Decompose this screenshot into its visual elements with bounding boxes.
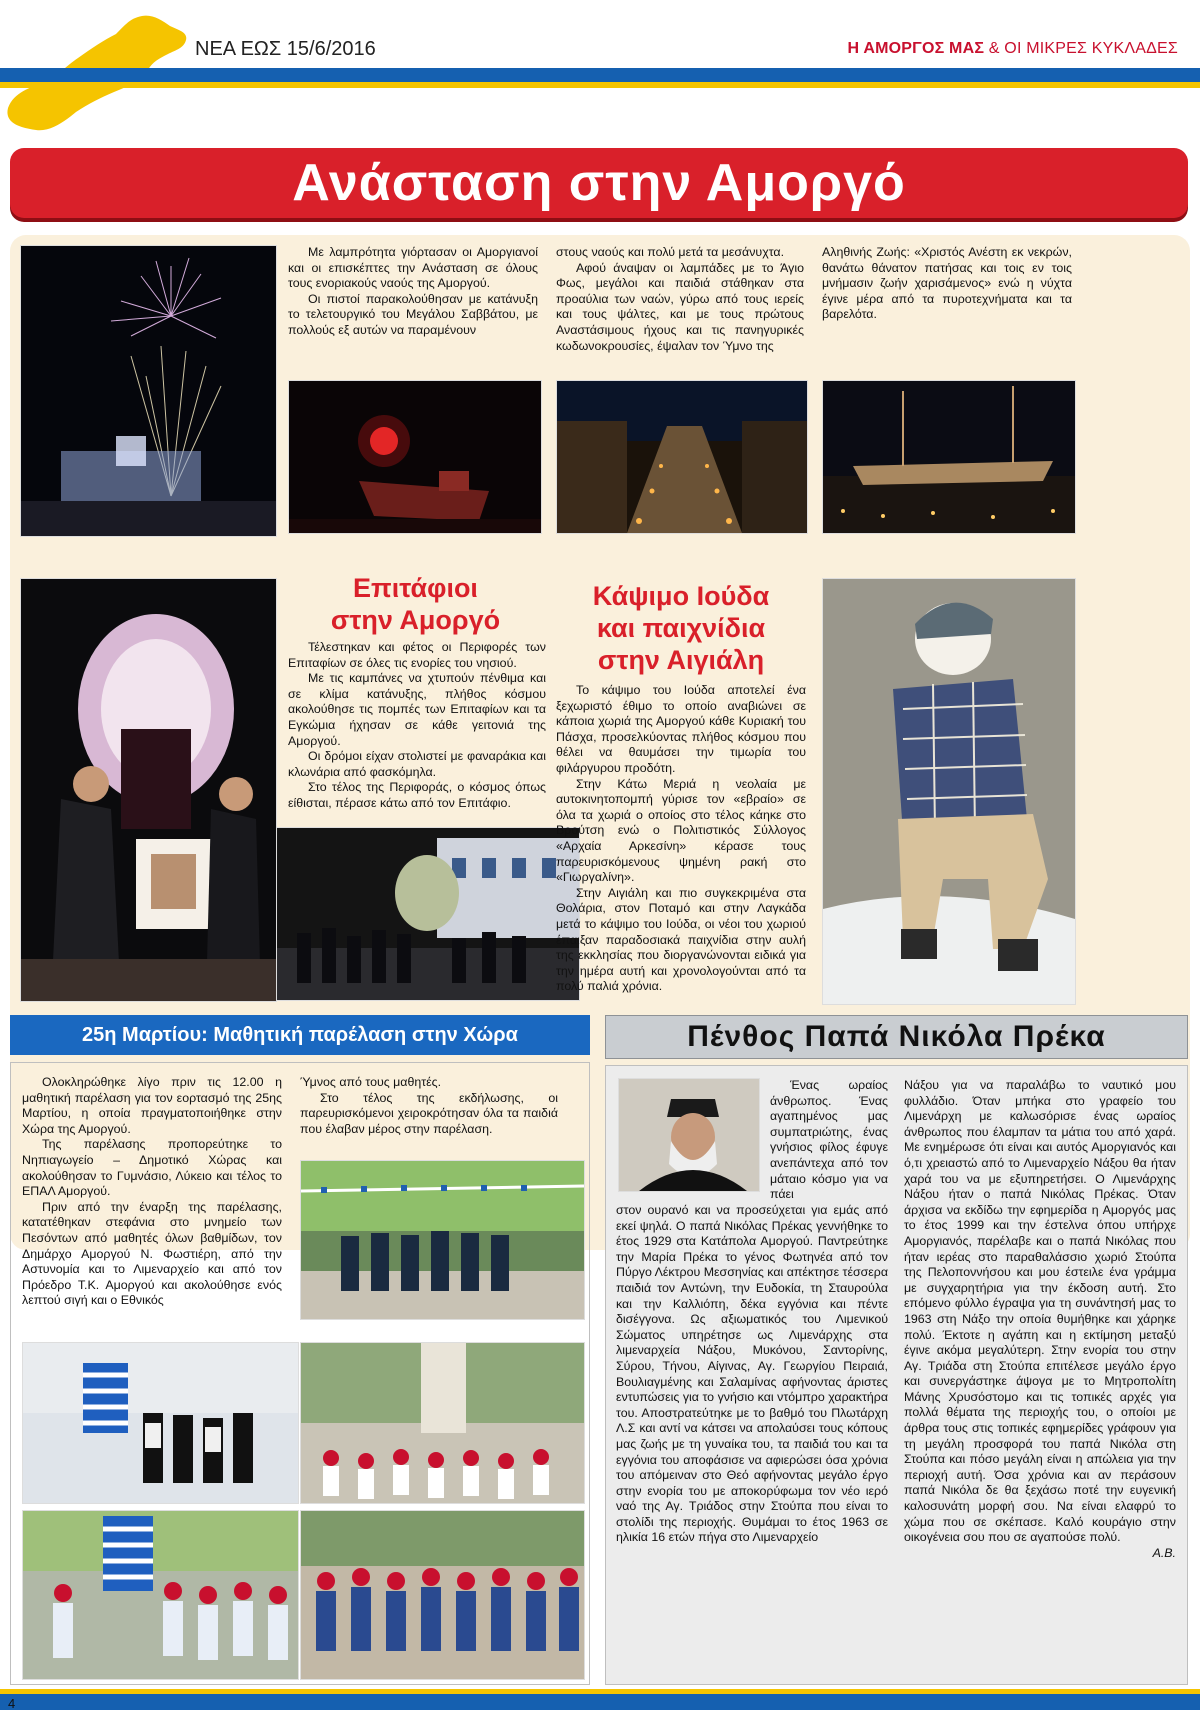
parade-col-2-p2: Στο τέλος της εκδήλωσης, οι παρευρισκόμενοι χειροκρότησαν όλα τα παιδιά που έλαβαν μέρος στην παρέλαση. xyxy=(300,1090,558,1136)
judas-effigy-photo xyxy=(822,578,1076,1005)
iouda-p3: Στην Αιγιάλη και πιο συγκεκριμένα στα Θολάρια, στον Ποταμό και στην Λαγκάδα μετά το κάψιμο του Ιούδα, οι νέοι του χωριού έπαιξαν παραδοσιακά παιχνίδια στην αυλή της εκκλησίας που διοργανώνονται ειδικά για την ημέρα αυτή και χρονολογούνται από τα πολύ παλιά χρόνια. xyxy=(556,885,806,994)
parade-costumes-photo xyxy=(300,1510,585,1680)
obituary-col-2-text: Νάξου για να παραλάβω το ναυτικό μου φυλλάδιο. Όταν μπήκα στο γραφείο του Λιμενάρχη με καλωσόρισε ένας ωραίος άνθρωπος που έλαμπαν τα μάτια του από χαρά. Με ενημέρωσε ότι είναι και αυτός Αμοργιανός και ό,τι χρειαστώ από το Λιμεναρχείο Νάξου θα ήταν χαρά του να με εξυπηρετήσει. Ο Λιμενάρχης Νάξου ήταν ο παπά Νικόλας Πρέκας. Όταν άρχισα να εκδίδω την εφημερίδα η Αμοργός μας το έτος 1999 και την έστελνα όπου υπήρχε Αμοργιανός, παρέλαβε και ο παπά Νικόλας που ήταν ιερέας στο παραθαλάσσιο χωριό Στούπα της Πελοποννήσου και μου έστειλε ένα γράμμα με συγχαρητήρια για την έκδοση αυτή. Στο επόμενο φύλλο έγραψα για τη συνάντησή μας το 1963 στη Νάξο την οποία θυμήθηκε και χάρηκε πολύ. Έκτοτε η αγάπη και η εκτίμηση μεταξύ έγινε ακόμα μεγαλύτερη. Στην ενορία του στην Αγ. Τριάδα στη Στούπα επιτέλεσε μεγάλο έργο και συνεργάστηκε άψογα με το Μητροπολίτη Μάνης Χρυσόστομο και τις τοπικές αρχές για πολλά θέματα της περιοχής του, ο οποίοι με άρθρα τους στις τοπικές εφημερίδες γράφουν για τη μεγάλη προσφορά του παπά Νικόλα στη Στούπα και πόσο μεγάλη είναι η απώλεια για την περιοχή αυτή. Όσα χρόνια και αν περάσουν παπά Νικόλα δε θα ξεχάσω ποτέ την ευγενική καλοσυνάτη μορφή σου. Να είναι ελαφρύ το χώμα που σε σκέπασε. Καλό κουράγιο στην οικογένεια σου που σε αγαπούσε πολύ. xyxy=(904,1078,1176,1545)
obituary-lead xyxy=(770,1078,888,1203)
obituary-heading: Πένθος Παπά Νικόλα Πρέκα xyxy=(687,1020,1106,1053)
parade-col-1-p2: Της παρέλασης προπορεύτηκε το Νηπιαγωγείο – Δημοτικό Χώρας και ακολούθησαν το Γυμνάσιο, Λύκειο και τέλος το ΕΠΑΛ Αμοργού. xyxy=(22,1137,282,1199)
easter-col-1 xyxy=(288,245,538,339)
fireworks-photo xyxy=(20,245,277,537)
iouda-heading-line1: Κάψιμο Ιούδα xyxy=(592,581,770,611)
iouda-text xyxy=(556,683,806,995)
issue-date: ΝΕΑ ΕΩΣ 15/6/2016 xyxy=(195,38,376,60)
obituary-col-2 xyxy=(904,1078,1176,1561)
publication-main: Η ΑΜΟΡΓΟΣ ΜΑΣ xyxy=(847,40,985,57)
parade-col-2-p1: Ύμνος από τους μαθητές. xyxy=(300,1075,442,1089)
obituary-col-1 xyxy=(616,1203,888,1546)
easter-col-1-p1: Με λαμπρότητα γιόρτασαν οι Αμοργιανοί και οι επισκέπτες την Ανάσταση σε όλους τους ενοριακούς ναούς της Αμοργού. xyxy=(288,245,538,291)
epitafioi-heading xyxy=(288,572,543,636)
easter-col-3 xyxy=(822,245,1072,323)
easter-col-1-p2: Οι πιστοί παρακολούθησαν με κατάνυξη το τελετουργικό του Μεγάλου Σαββάτου, με πολλούς εξ αυτών να παραμένουν xyxy=(288,291,538,337)
parade-heading: 25η Μαρτίου: Μαθητική παρέλαση στην Χώρα xyxy=(10,1015,590,1055)
header-stripe-yellow xyxy=(0,82,1200,88)
epitafioi-p1: Τέλεστηκαν και φέτος οι Περιφορές των Επιταφίων σε όλες τις ενορίες του νησιού. xyxy=(288,640,546,670)
publication-rest: & ΟΙ ΜΙΚΡΕΣ ΚΥΚΛΑΔΕΣ xyxy=(984,40,1178,57)
obituary-signature: Α.Β. xyxy=(1152,1545,1176,1560)
harbor-boats-photo xyxy=(822,380,1076,534)
procession-photo xyxy=(276,827,580,1001)
main-title: Ανάσταση στην Αμοργό xyxy=(292,154,906,212)
obituary-col-1-text: στον ουρανό και να προσεύχεται για εμάς από εκεί ψηλά. Ο παπά Νικόλας Πρέκας γεννήθηκε το έτος 1929 στα Κατάπολα Αμοργού. Παντρεύτηκε την Μαρία Πρέκα το γένος Φωτηνέα από τον Πύργο Λέκτρου Μεσσηνίας και απέκτησε τέσσερα παιδιά τον Αντώνη, την Ευδοκία, τη Σταυρούλα και την Καλλιόπη, δέκα εγγόνια και πέντε δισέγγονα. Ως αξιωματικός του Λιμενικού Σώματος υπηρέτησε ως Λιμενάρχης στα λιμεναρχεία Νάξου, Μυκόνου, Σαντορίνης, Σύρου, Τήνου, Αίγινας, Αγ. Γεωργίου Πειραιά, Βουλιαγμένης και Σαλαμίνας αφήνοντας άριστες εντυπώσεις για το γνήσιο και ντόμπρο χαρακτήρα του. Αποστρατεύτηκε με το βαθμό του Πλωτάρχη Λ.Σ και αντί να κάτσει να απολαύσει τους κόπους μας ζωής με τη γυναίκα του, τα παιδιά του και τα εγγόνια του αποφάσισε να αφιερώσει όσα χρόνια του απόμειναν στο Θεό αφήνοντας μεγάλο έργο στην ενορία του με αποκορύφωμα τον νέο ιερό ναό της Αγ. Τριάδος στην Στούπα που είναι το στολίδι της περιοχής. Θυμάμαι το έτος 1963 σε ηλικία 16 ετών πήγα στο Λιμεναρχείο xyxy=(616,1203,888,1545)
epitafioi-p2: Με τις καμπάνες να χτυπούν πένθιμα και σε κλίμα κατάνυξης, πλήθος κόσμου ακολούθησε τις πομπές των Επιταφίων και τα Εγκώμια ήχησαν σε κάθε γειτονιά της Αμοργού. xyxy=(288,671,546,748)
header-stripe-blue xyxy=(0,68,1200,82)
parade-col-1-p3: Πριν από την έναρξη της παρέλασης, κατατέθηκαν στεφάνια στο μνημείο των Πεσόντων από μαθητές όλων βαθμίδων, τον Δημάρχο Αμοργού Ν. Φωστιέρη, από την Αστυνομία και το Λιμεναρχείο και από τον Πρόεδρο Τ.Κ. Αμοργού και ακολούθησε ενός λεπτού σιγή και ο Εθνικός xyxy=(22,1199,282,1308)
priest-portrait-photo xyxy=(618,1078,760,1192)
boat-flare-photo xyxy=(288,380,542,534)
page-number: 4 xyxy=(8,1696,16,1711)
parade-col-1 xyxy=(22,1075,282,1309)
iouda-p1: Το κάψιμο του Ιούδα αποτελεί ένα ξεχωριστό έθιμο το οποίο αναβιώνει σε κάποια χωριά της Αμοργού κάθε Κυριακή του Πάσχα, προσελκύοντας πλήθος κόσμου που θέλει να θαυμάσει την τιμωρία του φιλάργυρου προδότη. xyxy=(556,683,806,775)
epitafioi-p4: Στο τέλος της Περιφοράς, ο κόσμος όπως είθισται, πέρασε κάτω από τον Επιτάφιο. xyxy=(288,780,546,810)
parade-col-1-p1: Ολοκληρώθηκε λίγο πριν τις 12.00 η μαθητική παρέλαση για τον εορτασμό της 25ης Μαρτίου, η οποία πραγματοποιήθηκε στην Χώρα της Αμοργού. xyxy=(22,1075,282,1136)
epitafios-photo xyxy=(20,578,277,1002)
obituary-lead-text: Ένας ωραίος άνθρωπος. Ένας αγαπημένος μας συμπατριώτης, ένας γνήσιος φίλος έφυγε ανεπάντεχα από τον μάταιο κόσμο για να πάει xyxy=(770,1078,888,1202)
parade-flag-students-photo xyxy=(22,1342,299,1504)
easter-col-2 xyxy=(556,245,804,354)
footer-stripe-blue xyxy=(0,1694,1200,1710)
epitafioi-heading-line1: Επιτάφιοι xyxy=(353,573,478,603)
iouda-heading-line2: και παιχνίδια xyxy=(596,613,766,643)
iouda-heading xyxy=(556,580,806,676)
main-title-bar xyxy=(10,148,1188,218)
epitafioi-p3: Οι δρόμοι είχαν στολιστεί με φαναράκια και κλωνάρια από φασκόμηλα. xyxy=(288,749,546,779)
publication-name xyxy=(848,40,1178,58)
obituary-heading-bar xyxy=(605,1015,1188,1059)
iouda-heading-line3: στην Αιγιάλη xyxy=(597,645,765,675)
lit-steps-photo xyxy=(556,380,808,534)
parade-march-photo xyxy=(22,1510,299,1680)
easter-col-2-p1: στους ναούς και πολύ μετά τα μεσάνυχτα. xyxy=(556,245,785,259)
parade-officials-photo xyxy=(300,1160,585,1320)
easter-col-2-p2: Αφού άναψαν οι λαμπάδες με το Άγιο Φως, μεγάλοι και παιδιά στάθηκαν στα προαύλια των ναών, γύρω από τους ιερείς και τους ψάλτες, και με τους πρώτους Αναστάσιμους ήχους και τις πανηγυρικές κωδωνοκρουσίες, έψαλαν τον Ύμνο της xyxy=(556,260,804,353)
epitafioi-text xyxy=(288,640,546,812)
easter-col-3-p1: Αληθινής Ζωής: «Χριστός Ανέστη εκ νεκρών, θανάτω θάνατον πατήσας και τοις εν τοις μνήμασιν ζωήν χαρισάμενος» ενώ η νύχτα έγινε μέρα από τα πυροτεχνήματα και τα βαρελότα. xyxy=(822,245,1072,322)
iouda-p2: Στην Κάτω Μεριά η νεολαία με αυτοκινητοπομπή γύρισε τον «εβραίο» σε όλα τα χωριά ο οποίος στο τέλος κάηκε στο Βρούτση ενώ ο Πολιτιστικός Σύλλογος «Αρχαία Αρκεσίνη» κέρασε τους παρευρισκόμενους ψημένη ρακή στο «Γιωργαλίνη». xyxy=(556,776,806,885)
epitafioi-heading-line2: στην Αμοργό xyxy=(330,605,501,635)
parade-monument-children-photo xyxy=(300,1342,585,1504)
parade-col-2 xyxy=(300,1075,558,1137)
